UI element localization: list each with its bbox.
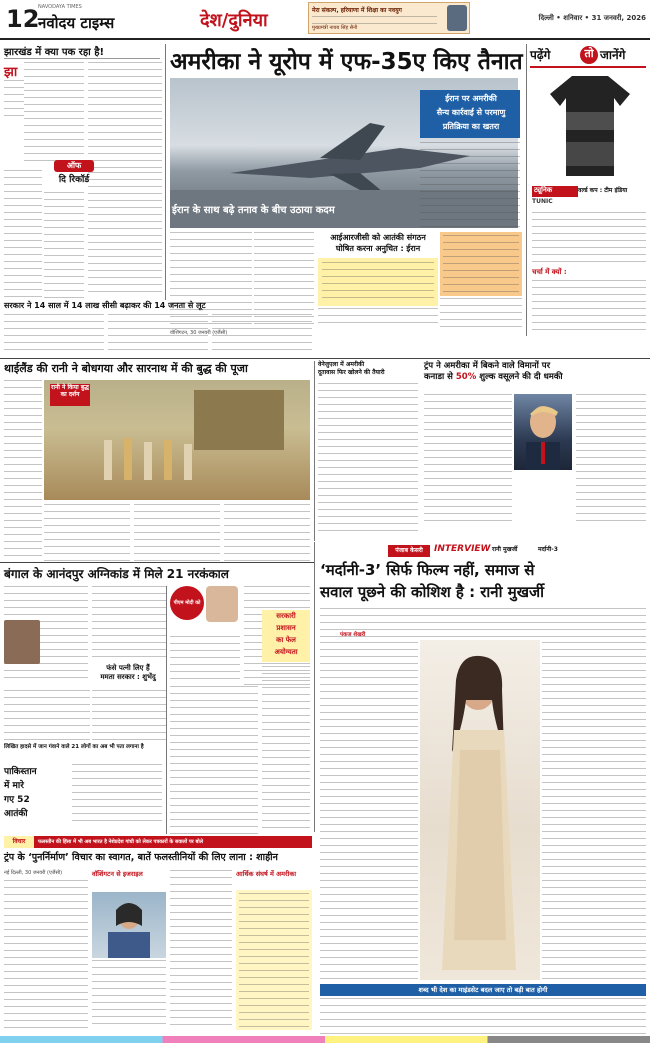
ad-line-1: मेरा संकल्प, हरियाणा में शिक्षा का नवयुग [312, 7, 402, 14]
trump-headline-2a: कनाडा से [424, 372, 453, 382]
page-number: 12 [6, 5, 40, 33]
dropcap: झा [4, 65, 18, 80]
trump-headline-2c: शुल्क वसूलने की दी धमकी [479, 372, 563, 382]
bottom-sub-left: वॉशिंगटन से इजराइल [92, 870, 143, 878]
section-label: देश/दुनिया [200, 10, 268, 31]
portrait-graphic [92, 892, 166, 958]
jharkhand-headline: सरकार ने 14 साल में 14 लाख सीसी बढ़ाकर की 14 जनता से लूट [4, 301, 206, 310]
tunic-illustration [544, 72, 636, 180]
bengal-headline: बंगाल के आनंदपुर अग्निकांड में मिले 21 नरकंकाल [4, 567, 229, 581]
sidebar-title-right: जानेंगे [600, 48, 626, 62]
tag-name: रानी मुखर्जी [492, 546, 518, 553]
suvendu-photo [4, 620, 40, 664]
trump-headline-line-1: ट्रंप ने अमरीका में बिकने वाले विमानों पर [424, 361, 551, 371]
box-line-3: प्रतिक्रिया का खतरा [442, 122, 500, 131]
top-ad [308, 2, 470, 34]
shaheen-photo [92, 892, 166, 958]
irgc-yellow-box [318, 258, 438, 306]
quote2-line-1: फंसे पत्नी लिए हैं [106, 664, 150, 672]
badge-top: ऑफ [54, 160, 94, 172]
interview-tag [388, 544, 588, 558]
badge-bottom: दि रिकॉर्ड [58, 175, 90, 185]
pakistan-line-1: पाकिस्तान [4, 767, 37, 777]
sidebar-title-left: पढ़ेंगे [530, 48, 551, 62]
highlight-3: का फेल [276, 636, 296, 644]
sidebar-subhead: चर्चा में क्यों : [532, 268, 567, 276]
venezuela-line-1: वेनेजुएला में अमरीकी [318, 361, 365, 368]
bengal-highlight-box [262, 610, 310, 662]
lead-dateline: वॉशिंगटन, 30 जनवरी (एजैंसी) [170, 330, 228, 336]
color-register-bar [0, 1036, 650, 1043]
interview-footer-box: शब्द भी देश का माइंडसेट बदल जाए तो बड़ी बात होगी [320, 984, 646, 996]
highlight-2: प्रशासन [276, 624, 296, 632]
quote2-line-2: ममता सरकार : शुभेंदु [100, 673, 156, 681]
sidebar-title-mid: तो [580, 46, 598, 64]
irgc-line-1: आईआरजीसी को आतंकी संगठन [330, 233, 426, 242]
shaheen-headline: ट्रंप के ‘पुनर्निर्माण’ विचार का स्वागत, बातें फलस्तीनियों की लिए लाना : शाहीन [4, 852, 278, 863]
venezuela-line-2: दूतावास फिर खोलने की तैयारी [318, 369, 385, 376]
tariff-percent: 50% [455, 372, 477, 382]
ad-line-2: मुख्यमंत्री नायब सिंह सैनी [312, 25, 358, 31]
bottom-yellow-box [236, 890, 312, 1030]
portrait-graphic [420, 640, 540, 980]
banner-left: विचार [4, 836, 34, 848]
thailand-headline: थाईलैंड की रानी ने बोधगया और सारनाथ में की बुद्ध की पूजा [4, 362, 248, 375]
pakistan-line-3: गए 52 [4, 795, 30, 805]
pakistan-line-4: आतंकी [4, 809, 28, 819]
trump-canada-headline [424, 361, 646, 391]
portrait-graphic [514, 394, 572, 470]
paper-name: नवोदय टाइम्स [38, 14, 115, 32]
interview-headline-2: सवाल पूछने की कोशिश है : रानी मुखर्जी [320, 583, 544, 601]
pakistan-line-2: में मारे [4, 781, 24, 791]
rani-mukerji-photo [420, 640, 540, 980]
box-line-1: ईरान पर अमरीकी [445, 94, 497, 103]
date-line: दिल्ली • शनिवार • 31 जनवरी, 2026 [538, 14, 646, 22]
sidebar-header [530, 44, 646, 68]
tag-city: पंजाब केसरी [388, 545, 430, 557]
box-line-2: सैन्य कार्रवाई से परमाणु [436, 108, 506, 117]
banner-text: फलस्तीन की हिंसा में भी अब भारत है नेशेप्रदेश गांधी को लेकर पत्रकारों के सवालों पर बोले [38, 839, 204, 845]
bengal-subhead: लिखित हादसे में जान गंवाने वाले 21 लोगों का अब भी पता लगाना है [4, 744, 144, 750]
highlight-1: सरकारी [276, 612, 296, 620]
highlight-4: अयोग्यता [274, 648, 298, 656]
modi-quote-box [170, 586, 240, 634]
irgc-line-2: घोषित करना अनुचित : ईरान [335, 244, 421, 253]
jharkhand-heading: झारखंड में क्या पक रहा है! [4, 44, 160, 59]
tunic-photo [544, 72, 636, 180]
sidebar-tagline: वर्ल्ड कप : टीम इंडिया [578, 187, 628, 194]
thailand-photo-tag: रानी ने किया बुद्ध का दर्शन [50, 384, 90, 406]
iran-strike-box [420, 90, 520, 138]
trump-photo [514, 394, 572, 470]
lead-headline: अमरीका ने यूरोप में एफ-35ए किए तैनात [170, 49, 523, 75]
lead-photo-caption: ईरान के साथ बढ़े तनाव के बीच उठाया कदम [172, 205, 335, 216]
irgc-headline [318, 232, 438, 258]
paper-tag: NAVODAYA TIMES [38, 4, 82, 10]
suvendu-quote [90, 664, 166, 688]
bottom-sub-right: आर्थिक संघर्ष में अमरीका [236, 870, 297, 878]
venezuela-sub [318, 361, 418, 381]
bottom-banner [4, 836, 312, 848]
interview-byline: पंकज शेखरी [340, 632, 366, 638]
tag-label: INTERVIEW [434, 544, 491, 554]
masthead [0, 0, 650, 38]
quote-badge: पीएम मोदी को [170, 586, 204, 620]
pakistan-box [4, 764, 68, 820]
tunic-label: TUNIC [532, 198, 553, 205]
modi-photo [206, 586, 238, 622]
tag-film: मर्दानी-3 [538, 546, 558, 553]
bottom-dateline: नई दिल्ली, 30 जनवरी (एजैंसी) [4, 870, 63, 876]
interview-headline-1: ‘मर्दानी-3’ सिर्फ फिल्म नहीं, समाज से [320, 561, 535, 579]
iran-orange-box [440, 232, 522, 296]
ad-portrait [447, 5, 467, 31]
tunic-term: ट्यूनिक [532, 186, 578, 197]
